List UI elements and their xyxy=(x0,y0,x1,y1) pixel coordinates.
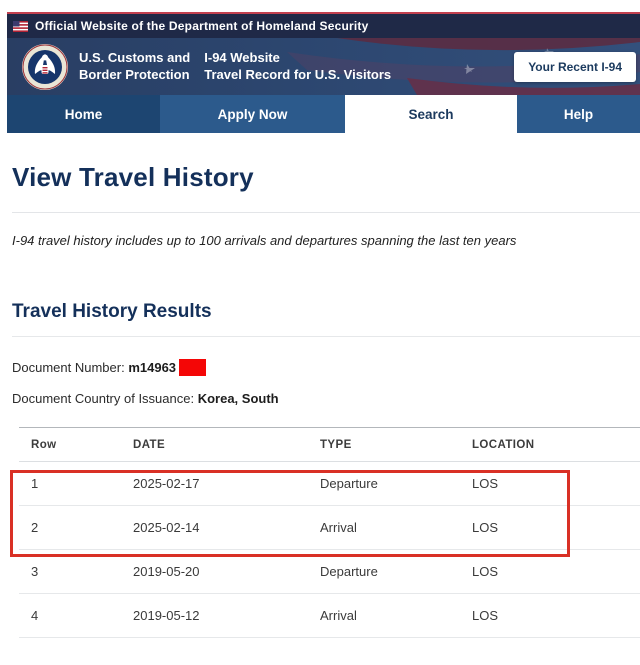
agency-name xyxy=(79,50,190,84)
document-number-value: m14963 xyxy=(128,360,177,375)
intro-note: I-94 travel history includes up to 100 arrivals and departures spanning the last ten years xyxy=(12,233,517,248)
divider xyxy=(12,336,640,337)
results-title: Travel History Results xyxy=(12,301,212,322)
agency-name-line1: U.S. Customs and xyxy=(79,49,191,65)
nav-tab-search[interactable]: Search xyxy=(345,95,517,133)
official-dhs-banner xyxy=(7,14,640,38)
redaction-box xyxy=(179,359,206,376)
site-name xyxy=(204,50,391,84)
column-header-date: DATE xyxy=(121,428,308,462)
table-row xyxy=(19,462,640,506)
table-cell: 2 xyxy=(19,506,121,550)
table-cell: 2019-05-12 xyxy=(121,594,308,638)
table-row xyxy=(19,550,640,594)
column-header-type: TYPE xyxy=(308,428,460,462)
table-row xyxy=(19,594,640,638)
table-cell: Departure xyxy=(308,550,460,594)
table-cell: 2025-02-14 xyxy=(121,506,308,550)
table-cell: 2025-02-17 xyxy=(121,462,308,506)
site-name-line2: Travel Record for U.S. Visitors xyxy=(204,66,392,82)
agency-name-line2: Border Protection xyxy=(79,66,190,82)
main-navigation xyxy=(7,95,640,133)
your-recent-i94-button[interactable]: Your Recent I-94 xyxy=(514,52,636,82)
us-flag-icon xyxy=(13,21,28,32)
main-content xyxy=(7,162,640,638)
divider xyxy=(12,212,640,213)
travel-history-table-wrap xyxy=(19,427,640,638)
table-cell: LOS xyxy=(460,462,640,506)
travel-history-table xyxy=(19,427,640,638)
cbp-seal-logo xyxy=(21,43,69,91)
table-cell: LOS xyxy=(460,594,640,638)
table-cell: 3 xyxy=(19,550,121,594)
site-name-line1: I-94 Website xyxy=(204,49,280,65)
nav-tab-help[interactable]: Help xyxy=(517,95,640,133)
column-header-location: LOCATION xyxy=(460,428,640,462)
document-country-line xyxy=(12,391,640,406)
table-cell: LOS xyxy=(460,506,640,550)
nav-tab-home[interactable]: Home xyxy=(7,95,160,133)
document-number-label: Document Number: xyxy=(12,360,129,375)
table-cell: LOS xyxy=(460,550,640,594)
table-cell: Departure xyxy=(308,462,460,506)
document-country-label: Document Country of Issuance: xyxy=(12,391,198,406)
table-cell: 1 xyxy=(19,462,121,506)
site-header xyxy=(7,38,640,95)
nav-tab-apply-now[interactable]: Apply Now xyxy=(160,95,345,133)
document-country-value: Korea, South xyxy=(197,391,279,406)
table-cell: Arrival xyxy=(308,594,460,638)
table-header-row xyxy=(19,428,640,462)
column-header-row: Row xyxy=(19,428,121,462)
document-number-line xyxy=(12,359,640,376)
table-row xyxy=(19,506,640,550)
table-cell: 4 xyxy=(19,594,121,638)
page-title: View Travel History xyxy=(12,162,254,192)
official-banner-text: Official Website of the Department of Homeland Security xyxy=(35,19,369,33)
table-cell: 2019-05-20 xyxy=(121,550,308,594)
table-cell: Arrival xyxy=(308,506,460,550)
